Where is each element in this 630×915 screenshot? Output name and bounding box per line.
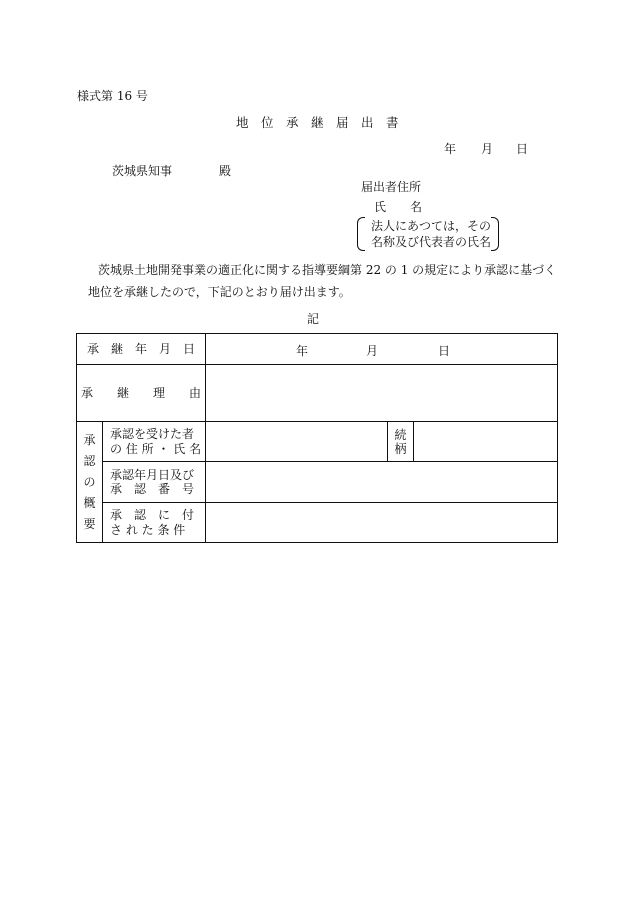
approved-person-field[interactable] [206,422,388,462]
detail-table [76,333,558,543]
succession-reason-label: 承 継 理 由 [77,365,206,422]
date-day-label: 日 [516,142,529,156]
succession-date-label: 承 継 年 月 日 [77,334,206,365]
relationship-label-cell [388,422,414,462]
approval-date-field[interactable] [206,462,558,503]
document-title: 地 位 承 継 届 出 書 [236,115,399,130]
approved-person-row [77,422,558,462]
succession-reason-field[interactable] [206,365,558,422]
approval-date-row [77,462,558,503]
addressee-suffix: 殿 [219,164,232,178]
corporation-note [357,217,499,251]
corp-note-line1: 法人にあつては，その [371,219,492,233]
approval-date-label [103,462,206,503]
relationship-field[interactable] [414,422,558,462]
succession-date-month: 月 [366,344,379,358]
approval-date-label-line2: 承 認 番 号 [110,482,195,496]
succession-reason-row [77,365,558,422]
conditions-label-line2: さ れ た 条 件 [110,522,186,537]
conditions-field[interactable] [206,503,558,543]
body-text-line2: 地位を承継したので，下記のとおり届け出ます。 [88,285,351,299]
date-year-label: 年 [444,142,457,156]
left-bracket [357,217,365,251]
corp-note-line2: 名称及び代表者の氏名 [371,235,492,249]
date-month-label: 月 [481,142,494,156]
approved-person-label-line2: の 住 所 ・ 氏 名 [110,441,202,456]
approval-date-label-line1: 承認年月日及び [110,467,195,482]
approval-summary-label: 承認の概要 [83,432,96,531]
right-bracket [491,217,499,251]
succession-date-year: 年 [296,344,309,358]
approved-person-label [103,422,206,462]
approved-person-label-line1: 承認を受けた者 [110,427,195,442]
addressee-name: 茨城県知事 [112,164,173,178]
approval-summary-label-cell [77,422,103,543]
conditions-row [77,503,558,543]
ki-label: 記 [307,312,320,326]
conditions-label [103,503,206,543]
succession-date-row [77,334,558,365]
relationship-label: 続柄 [394,427,407,456]
succession-date-field[interactable] [206,334,558,365]
notifier-name-label: 氏 名 [374,200,423,214]
body-text-line1: 茨城県土地開発事業の適正化に関する指導要綱第 22 の 1 の規定により承認に基づく [98,263,557,277]
succession-date-day: 日 [438,344,451,358]
form-number: 様式第 16 号 [77,89,148,103]
notifier-address-label: 届出者住所 [361,180,422,194]
conditions-label-line1: 承 認 に 付 [110,508,195,523]
